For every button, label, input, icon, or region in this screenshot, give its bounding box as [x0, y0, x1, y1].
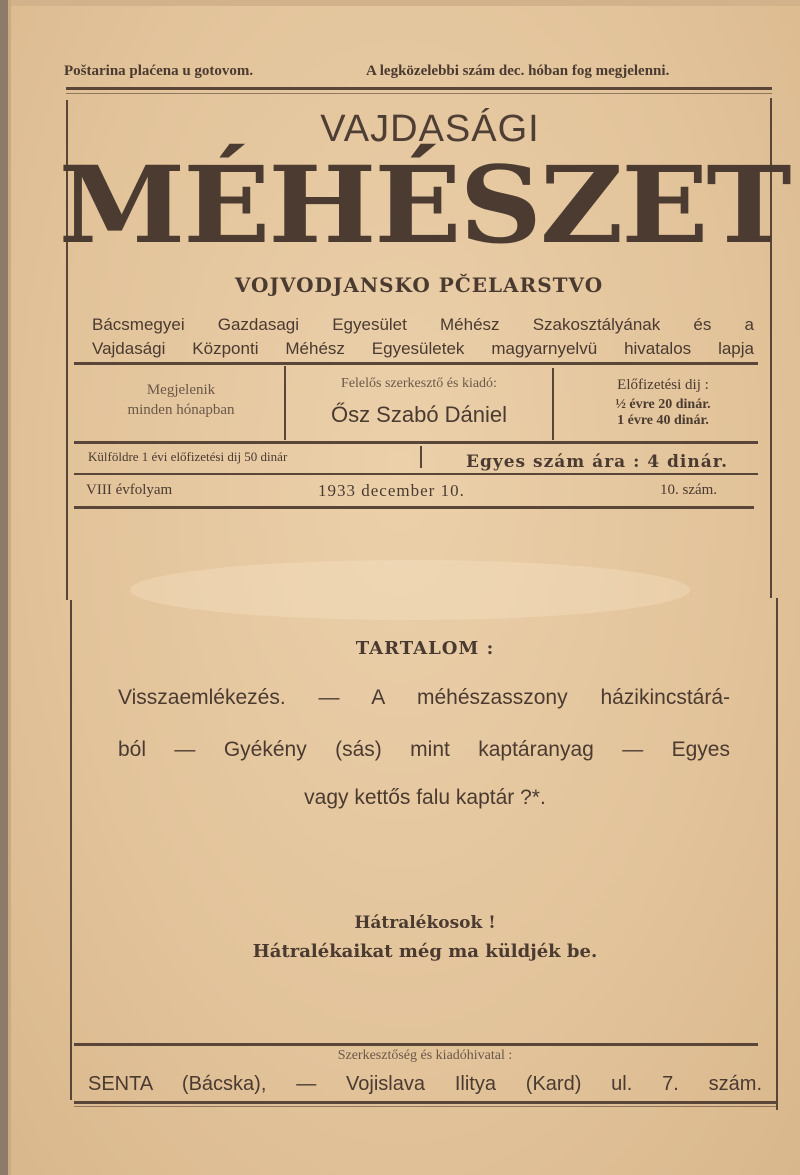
price-divider: [420, 446, 422, 468]
office-address: SENTA (Bácska), — Vojislava Ilitya (Kard) ul. 7. szám.: [88, 1073, 762, 1095]
masthead-region: VAJDASÁGI: [320, 108, 540, 150]
issue-number: 10. szám.: [660, 482, 718, 498]
issue-rule: [74, 506, 754, 509]
postage-note: Poštarina plaćena u gotovom.: [64, 63, 254, 79]
contents-line-2: ból — Gyékény (sás) mint kaptáranyag — Egyes: [118, 738, 730, 761]
notice-text: Hátralékaikat még ma küldjék be.: [252, 941, 598, 962]
notice-heading: Hátralékosok !: [354, 913, 496, 933]
org-line-1: Bácsmegyei Gazdasagi Egyesület Méhész Szakosztályának és a: [92, 315, 754, 334]
footer-rule-bottom: [74, 1101, 778, 1104]
masthead-title: MÉHÉSZET: [58, 142, 790, 267]
contents-line-3: vagy kettős falu kaptár ?*.: [304, 786, 546, 809]
issue-volume: VIII évfolyam: [86, 482, 173, 498]
single-issue-price: Egyes szám ára : 4 dinár.: [466, 452, 729, 472]
info-rule: [74, 441, 758, 444]
info-divider-2: [552, 368, 554, 440]
editor-name: Ősz Szabó Dániel: [330, 402, 508, 427]
page-top-edge: [0, 0, 800, 6]
subscription-full-year: 1 évre 40 dinár.: [617, 413, 709, 428]
next-issue-note: A legközelebbi szám dec. hóban fog megjelenni.: [366, 63, 670, 79]
contents-line-1: Visszaemlékezés. — A méhészasszony házikincstárá-: [118, 686, 730, 709]
footer-rule-top: [74, 1043, 758, 1046]
binding-edge-shadow: [8, 0, 11, 1175]
frequency-line-2: minden hónapban: [127, 402, 235, 418]
masthead-rule: [74, 362, 758, 365]
subscription-half-year: ½ évre 20 dinár.: [615, 397, 711, 412]
top-rule-thin: [66, 93, 772, 94]
masthead-subtitle: VOJVODJANSKO PČELARSTVO: [234, 273, 604, 297]
frame-right-lower: [776, 598, 778, 1110]
subscription-label: Előfizetési dij :: [617, 377, 709, 393]
editor-label: Felelős szerkesztő és kiadó:: [341, 376, 497, 391]
org-line-2: Vajdasági Központi Méhész Egyesületek magyarnyelvü hivatalos lapja: [92, 339, 754, 358]
price-rule: [74, 473, 758, 475]
contents-heading: TARTALOM :: [355, 638, 495, 659]
binding-edge: [0, 0, 8, 1175]
footer-rule-thin: [74, 1106, 778, 1107]
issue-date: 1933 december 10.: [318, 481, 465, 500]
foreign-subscription: Külföldre 1 évi előfizetési dij 50 dinár: [88, 449, 288, 464]
paper-stain: [130, 560, 690, 620]
office-label: Szerkesztőség és kiadóhivatal :: [337, 1048, 513, 1063]
frequency-line-1: Megjelenik: [146, 382, 216, 398]
top-rule: [66, 87, 772, 90]
frame-left-lower: [70, 600, 72, 1100]
